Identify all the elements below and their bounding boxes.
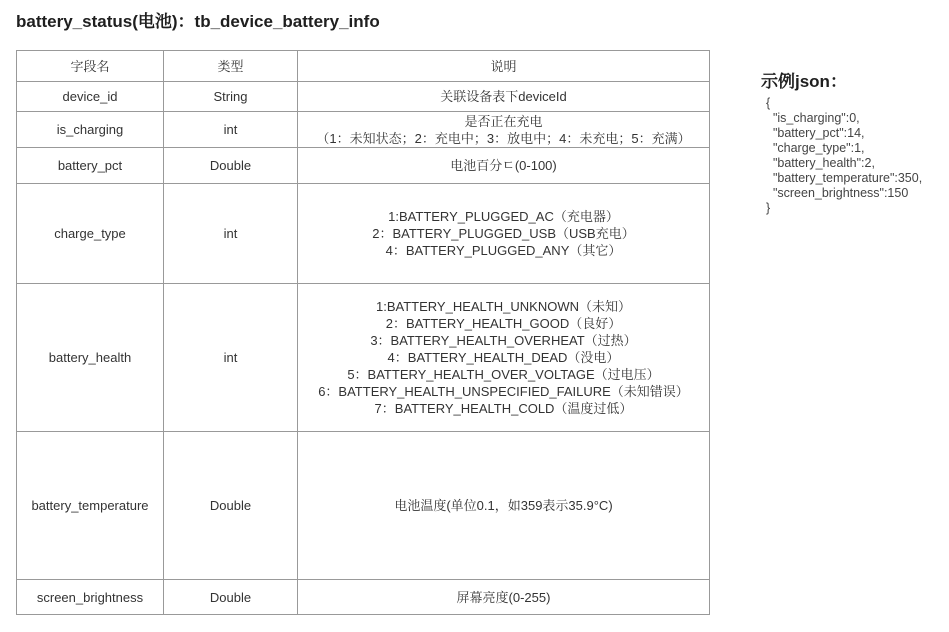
table-header-row bbox=[17, 51, 710, 82]
field-type-cell: String bbox=[164, 82, 298, 112]
table-row bbox=[17, 148, 710, 184]
description-line: （1：未知状态；2：充电中；3：放电中；4：未充电；5：充满） bbox=[316, 130, 691, 146]
field-name-cell: screen_brightness bbox=[17, 580, 164, 615]
field-name-cell: charge_type bbox=[17, 184, 164, 284]
header-type: 类型 bbox=[164, 51, 298, 82]
table-row bbox=[17, 112, 710, 148]
description-line: 4：BATTERY_PLUGGED_ANY（其它） bbox=[385, 243, 622, 258]
table-row bbox=[17, 432, 710, 580]
description-line: 4：BATTERY_HEALTH_DEAD（没电） bbox=[387, 350, 620, 365]
page-title: battery_status(电池)：tb_device_battery_info bbox=[16, 12, 380, 31]
description-line: 电池百分ㄷ(0-100) bbox=[450, 158, 557, 173]
field-type-cell: Double bbox=[164, 432, 298, 580]
field-name-cell: battery_pct bbox=[17, 148, 164, 184]
field-description-cell bbox=[298, 184, 710, 284]
field-description-cell bbox=[298, 148, 710, 184]
field-description-cell bbox=[298, 112, 710, 148]
field-description-cell bbox=[298, 82, 710, 112]
description-line: 2：BATTERY_HEALTH_GOOD（良好） bbox=[385, 316, 622, 331]
field-description-cell bbox=[298, 432, 710, 580]
description-line: 2：BATTERY_PLUGGED_USB（USB充电） bbox=[372, 226, 635, 241]
field-description-cell bbox=[298, 284, 710, 432]
field-name-cell: battery_temperature bbox=[17, 432, 164, 580]
field-name-cell: is_charging bbox=[17, 112, 164, 148]
field-name-cell: battery_health bbox=[17, 284, 164, 432]
table-row bbox=[17, 580, 710, 615]
description-line: 6：BATTERY_HEALTH_UNSPECIFIED_FAILURE（未知错误） bbox=[318, 384, 689, 399]
description-line: 是否正在充电 bbox=[464, 113, 543, 129]
description-line: 3：BATTERY_HEALTH_OVERHEAT（过热） bbox=[370, 333, 637, 348]
field-type-cell: int bbox=[164, 112, 298, 148]
field-type-cell: Double bbox=[164, 580, 298, 615]
description-line: 屏幕亮度(0-255) bbox=[456, 589, 551, 605]
field-type-cell: int bbox=[164, 184, 298, 284]
header-field-name: 字段名 bbox=[17, 51, 164, 82]
table-row bbox=[17, 284, 710, 432]
example-json-code: { "is_charging":0, "battery_pct":14, "charge_type":1, "battery_health":2, "battery_temperature":350, "screen_brightness":150 } bbox=[766, 96, 923, 215]
field-description-cell bbox=[298, 580, 710, 615]
field-type-cell: int bbox=[164, 284, 298, 432]
field-type-cell: Double bbox=[164, 148, 298, 184]
header-description: 说明 bbox=[298, 51, 710, 82]
description-line: 关联设备表下deviceId bbox=[440, 89, 567, 104]
field-name-cell: device_id bbox=[17, 82, 164, 112]
table-row bbox=[17, 184, 710, 284]
description-line: 7：BATTERY_HEALTH_COLD（温度过低） bbox=[374, 401, 633, 416]
example-title: 示例json： bbox=[761, 72, 847, 91]
table-row bbox=[17, 82, 710, 112]
description-line: 5：BATTERY_HEALTH_OVER_VOLTAGE（过电压） bbox=[347, 367, 660, 382]
field-table bbox=[16, 50, 710, 615]
description-line: 电池温度(单位0.1，如359表示35.9°C) bbox=[394, 498, 613, 513]
description-line: 1:BATTERY_HEALTH_UNKNOWN（未知） bbox=[376, 299, 631, 314]
description-line: 1:BATTERY_PLUGGED_AC（充电器） bbox=[388, 209, 619, 224]
